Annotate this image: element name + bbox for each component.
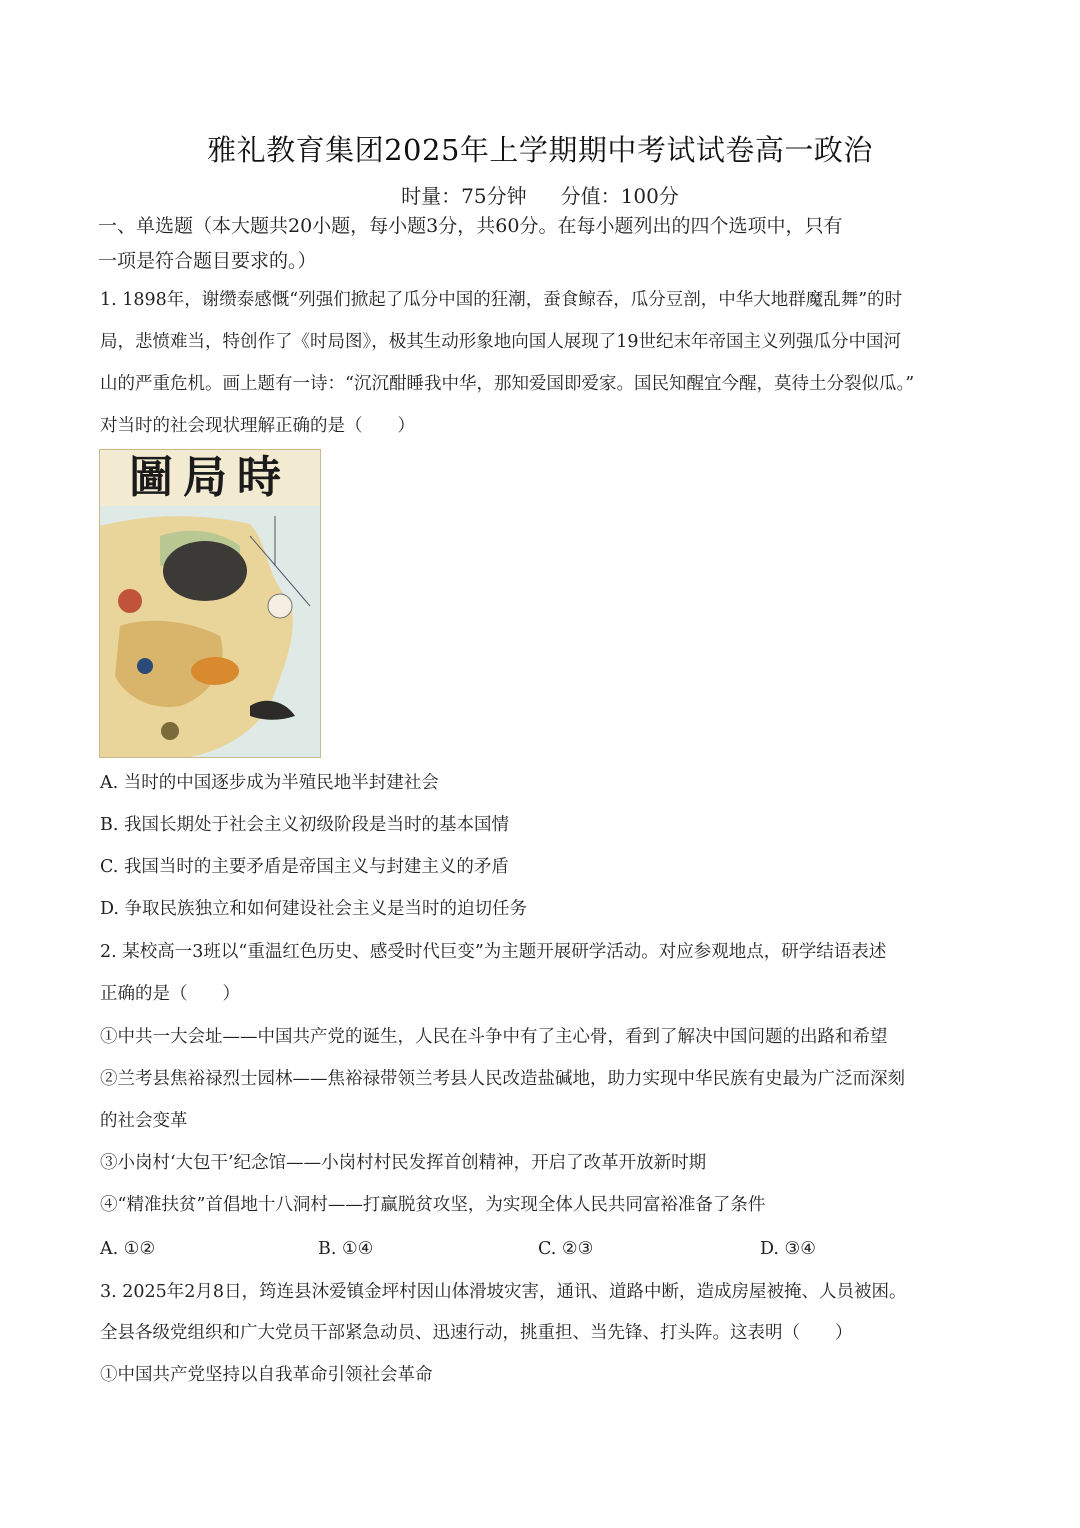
question-1-line: 对当时的社会现状理解正确的是（ ） bbox=[100, 416, 415, 436]
question-1-line: 1. 1898年，谢缵泰感慨“列强们掀起了瓜分中国的狂潮，蚕食鲸吞，瓜分豆剖，中华大地群魔乱舞”的时 bbox=[100, 290, 903, 310]
question-2-statement: ④“精准扶贫”首倡地十八洞村——打赢脱贫攻坚，为实现全体人民共同富裕准备了条件 bbox=[100, 1195, 766, 1215]
question-2-statement: ②兰考县焦裕禄烈士园林——焦裕禄带领兰考县人民改造盐碱地，助力实现中华民族有史最为广泛而深刻 bbox=[100, 1069, 905, 1089]
question-2-statement: ①中共一大会址——中国共产党的诞生，人民在斗争中有了主心骨，看到了解决中国问题的出路和希望 bbox=[100, 1027, 888, 1047]
section-heading-line-2: 一项是符合题目要求的。） bbox=[98, 250, 317, 272]
option-a: A. ①② bbox=[100, 1239, 156, 1259]
option-c: C. 我国当时的主要矛盾是帝国主义与封建主义的矛盾 bbox=[100, 857, 509, 877]
option-b: B. ①④ bbox=[318, 1239, 374, 1259]
question-3-line: 全县各级党组织和广大党员干部紧急动员、迅速行动，挑重担、当先锋、打头阵。这表明（ ） bbox=[100, 1323, 853, 1343]
question-1-line: 局，悲愤难当，特创作了《时局图》，极其生动形象地向国人展现了19世纪末年帝国主义列强瓜分中国河 bbox=[100, 332, 902, 352]
question-2-statement: ③小岗村‘大包干’纪念馆——小岗村村民发挥首创精神，开启了改革开放新时期 bbox=[100, 1153, 707, 1173]
question-2-statement: 的社会变革 bbox=[100, 1111, 188, 1131]
question-2-line: 2. 某校高一3班以“重温红色历史、感受时代巨变”为主题开展研学活动。对应参观地点，研学结语表述 bbox=[100, 942, 887, 962]
exam-info bbox=[0, 180, 1080, 209]
question-1-line: 山的严重危机。画上题有一诗：“沉沉酣睡我中华，那知爱国即爱家。国民知醒宜今醒，莫待土分裂似瓜。” bbox=[100, 374, 915, 394]
option-d: D. ③④ bbox=[760, 1239, 816, 1259]
section-heading-line-1: 一、单选题（本大题共20小题，每小题3分，共60分。在每小题列出的四个选项中，只有 bbox=[98, 215, 843, 237]
option-b: B. 我国长期处于社会主义初级阶段是当时的基本国情 bbox=[100, 815, 509, 835]
question-3-line: 3. 2025年2月8日，筠连县沐爱镇金坪村因山体滑坡灾害，通讯、道路中断，造成房屋被掩、人员被困。 bbox=[100, 1282, 907, 1302]
exam-score: 分值：100分 bbox=[560, 184, 679, 208]
map-illustration bbox=[100, 506, 320, 757]
option-a: A. 当时的中国逐步成为半殖民地半封建社会 bbox=[100, 773, 439, 793]
shijutu-cartoon-image bbox=[99, 449, 321, 758]
image-title: 圖局時 bbox=[100, 450, 320, 506]
option-c: C. ②③ bbox=[538, 1239, 594, 1259]
option-d: D. 争取民族独立和如何建设社会主义是当时的迫切任务 bbox=[100, 899, 528, 919]
question-3-statement: ①中国共产党坚持以自我革命引领社会革命 bbox=[100, 1365, 433, 1385]
question-2-line: 正确的是（ ） bbox=[100, 984, 240, 1004]
exam-title: 雅礼教育集团2025年上学期期中考试试卷高一政治 bbox=[207, 133, 873, 167]
exam-duration: 时量：75分钟 bbox=[401, 184, 527, 208]
